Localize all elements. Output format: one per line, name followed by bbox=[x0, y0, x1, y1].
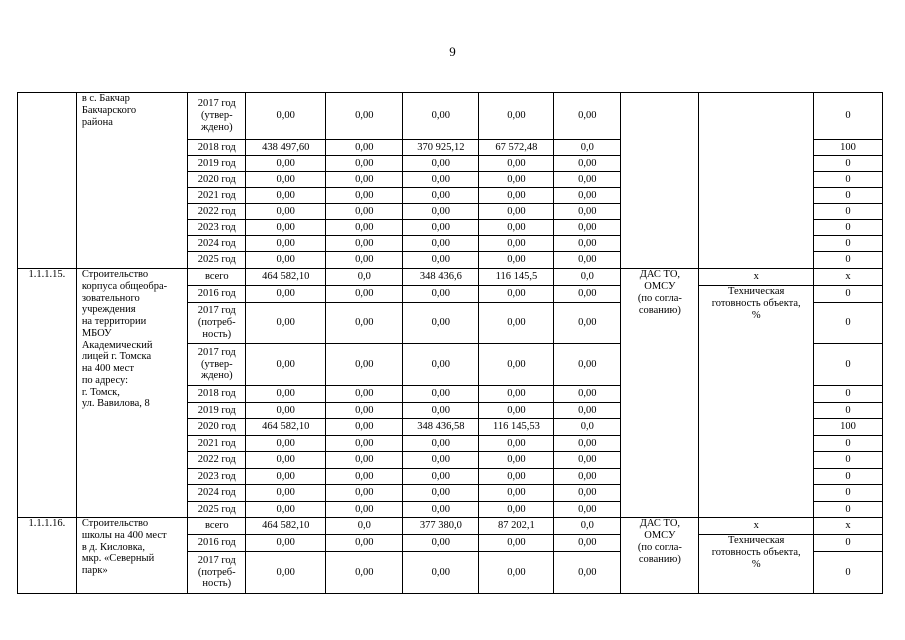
indicator-value-cell: 100 bbox=[813, 419, 882, 436]
amount-cell: 0,00 bbox=[326, 502, 403, 518]
year-cell: 2020 год bbox=[188, 419, 246, 436]
amount-cell: 0,00 bbox=[554, 303, 621, 344]
amount-cell: 0,00 bbox=[326, 188, 403, 204]
year-cell: 2019 год bbox=[188, 403, 246, 419]
indicator-value-cell: x bbox=[813, 269, 882, 286]
indicator-value-cell: 0 bbox=[813, 286, 882, 303]
amount-cell: 0,00 bbox=[403, 552, 479, 594]
amount-cell: 0,00 bbox=[246, 252, 326, 269]
amount-cell: 0,00 bbox=[246, 93, 326, 140]
year-cell: 2024 год bbox=[188, 485, 246, 502]
amount-cell: 0,00 bbox=[554, 220, 621, 236]
indicator-cell bbox=[699, 93, 814, 269]
indicator-value-cell: 0 bbox=[813, 93, 882, 140]
amount-cell: 0,00 bbox=[326, 220, 403, 236]
amount-cell: 0,00 bbox=[246, 344, 326, 386]
indicator-value-cell: x bbox=[813, 518, 882, 535]
year-cell: 2019 год bbox=[188, 156, 246, 172]
amount-cell: 0,00 bbox=[479, 469, 554, 485]
amount-cell: 0,00 bbox=[479, 204, 554, 220]
year-cell: 2024 год bbox=[188, 236, 246, 252]
indicator-target-cell: x bbox=[699, 518, 814, 535]
amount-cell: 0,00 bbox=[326, 485, 403, 502]
amount-cell: 0,00 bbox=[479, 485, 554, 502]
amount-cell: 0,0 bbox=[554, 269, 621, 286]
indicator-target-cell: x bbox=[699, 269, 814, 286]
indicator-value-cell: 0 bbox=[813, 204, 882, 220]
amount-cell: 0,00 bbox=[246, 452, 326, 469]
year-cell: 2021 год bbox=[188, 436, 246, 452]
amount-cell: 0,00 bbox=[479, 403, 554, 419]
amount-cell: 0,00 bbox=[326, 140, 403, 156]
amount-cell: 0,00 bbox=[554, 469, 621, 485]
amount-cell: 0,00 bbox=[403, 172, 479, 188]
indicator-value-cell: 0 bbox=[813, 303, 882, 344]
page-number: 9 bbox=[449, 44, 456, 59]
amount-cell: 0,00 bbox=[554, 436, 621, 452]
item-code: 1.1.1.15. bbox=[18, 269, 77, 518]
amount-cell: 0,00 bbox=[246, 535, 326, 552]
amount-cell: 0,00 bbox=[326, 386, 403, 403]
amount-cell: 0,00 bbox=[326, 344, 403, 386]
amount-cell: 464 582,10 bbox=[246, 518, 326, 535]
item-name: в с. Бакчар Бакчарского района bbox=[76, 93, 188, 269]
amount-cell: 0,00 bbox=[403, 236, 479, 252]
amount-cell: 0,00 bbox=[403, 188, 479, 204]
budget-table bbox=[17, 92, 883, 594]
indicator-value-cell: 0 bbox=[813, 386, 882, 403]
amount-cell: 116 145,5 bbox=[479, 269, 554, 286]
year-cell: 2025 год bbox=[188, 502, 246, 518]
amount-cell: 0,00 bbox=[479, 93, 554, 140]
year-cell: 2017 год (потреб- ность) bbox=[188, 552, 246, 594]
amount-cell: 0,00 bbox=[246, 236, 326, 252]
amount-cell: 0,00 bbox=[479, 188, 554, 204]
amount-cell: 0,00 bbox=[246, 286, 326, 303]
amount-cell: 0,00 bbox=[246, 220, 326, 236]
amount-cell: 0,00 bbox=[554, 535, 621, 552]
amount-cell: 464 582,10 bbox=[246, 269, 326, 286]
amount-cell: 0,00 bbox=[554, 452, 621, 469]
amount-cell: 0,00 bbox=[554, 286, 621, 303]
amount-cell: 0,00 bbox=[479, 236, 554, 252]
amount-cell: 0,00 bbox=[403, 535, 479, 552]
amount-cell: 0,0 bbox=[554, 419, 621, 436]
amount-cell: 0,00 bbox=[403, 436, 479, 452]
indicator-value-cell: 0 bbox=[813, 188, 882, 204]
amount-cell: 0,00 bbox=[479, 303, 554, 344]
year-cell: 2018 год bbox=[188, 140, 246, 156]
amount-cell: 0,00 bbox=[403, 204, 479, 220]
amount-cell: 0,00 bbox=[246, 485, 326, 502]
year-cell: всего bbox=[188, 269, 246, 286]
item-name: Строительство корпуса общеобра- зовательного учреждения на территории МБОУ Академический лицей г. Томска на 400 мест по адресу: г. Томск, ул. Вавилова, 8 bbox=[76, 269, 188, 518]
table-row bbox=[18, 269, 883, 286]
amount-cell: 0,00 bbox=[403, 156, 479, 172]
indicator-value-cell: 100 bbox=[813, 140, 882, 156]
year-cell: 2022 год bbox=[188, 452, 246, 469]
amount-cell: 0,00 bbox=[554, 344, 621, 386]
amount-cell: 0,00 bbox=[246, 403, 326, 419]
indicator-cell: Техническая готовность объекта, % bbox=[699, 535, 814, 594]
amount-cell: 0,00 bbox=[403, 502, 479, 518]
amount-cell: 0,00 bbox=[479, 172, 554, 188]
amount-cell: 0,00 bbox=[326, 469, 403, 485]
indicator-value-cell: 0 bbox=[813, 403, 882, 419]
year-cell: всего bbox=[188, 518, 246, 535]
year-cell: 2025 год bbox=[188, 252, 246, 269]
amount-cell: 0,00 bbox=[403, 93, 479, 140]
amount-cell: 0,00 bbox=[403, 403, 479, 419]
amount-cell: 438 497,60 bbox=[246, 140, 326, 156]
amount-cell: 0,00 bbox=[479, 386, 554, 403]
amount-cell: 0,00 bbox=[554, 252, 621, 269]
amount-cell: 0,00 bbox=[479, 552, 554, 594]
amount-cell: 0,00 bbox=[403, 344, 479, 386]
amount-cell: 0,00 bbox=[479, 252, 554, 269]
year-cell: 2023 год bbox=[188, 220, 246, 236]
executor-cell bbox=[621, 93, 699, 269]
executor-cell: ДАС ТО, ОМСУ (по согла- сованию) bbox=[621, 269, 699, 518]
amount-cell: 116 145,53 bbox=[479, 419, 554, 436]
indicator-value-cell: 0 bbox=[813, 172, 882, 188]
indicator-cell: Техническая готовность объекта, % bbox=[699, 286, 814, 518]
amount-cell: 0,00 bbox=[554, 403, 621, 419]
indicator-value-cell: 0 bbox=[813, 485, 882, 502]
indicator-value-cell: 0 bbox=[813, 236, 882, 252]
year-cell: 2023 год bbox=[188, 469, 246, 485]
amount-cell: 0,00 bbox=[403, 252, 479, 269]
item-name: Строительство школы на 400 мест в д. Кисловка, мкр. «Северный парк» bbox=[76, 518, 188, 594]
amount-cell: 87 202,1 bbox=[479, 518, 554, 535]
amount-cell: 0,0 bbox=[554, 518, 621, 535]
amount-cell: 0,00 bbox=[403, 469, 479, 485]
amount-cell: 0,00 bbox=[326, 419, 403, 436]
amount-cell: 348 436,6 bbox=[403, 269, 479, 286]
amount-cell: 0,00 bbox=[554, 552, 621, 594]
amount-cell: 0,00 bbox=[479, 436, 554, 452]
table-body bbox=[18, 93, 883, 594]
amount-cell: 0,00 bbox=[246, 204, 326, 220]
amount-cell: 464 582,10 bbox=[246, 419, 326, 436]
amount-cell: 0,0 bbox=[326, 518, 403, 535]
indicator-value-cell: 0 bbox=[813, 535, 882, 552]
indicator-value-cell: 0 bbox=[813, 469, 882, 485]
amount-cell: 0,00 bbox=[554, 236, 621, 252]
amount-cell: 0,00 bbox=[479, 156, 554, 172]
amount-cell: 0,00 bbox=[554, 386, 621, 403]
amount-cell: 0,00 bbox=[246, 156, 326, 172]
indicator-value-cell: 0 bbox=[813, 452, 882, 469]
amount-cell: 0,00 bbox=[326, 303, 403, 344]
year-cell: 2016 год bbox=[188, 286, 246, 303]
indicator-value-cell: 0 bbox=[813, 252, 882, 269]
amount-cell: 0,00 bbox=[326, 156, 403, 172]
item-code: 1.1.1.16. bbox=[18, 518, 77, 594]
amount-cell: 0,00 bbox=[326, 286, 403, 303]
amount-cell: 0,00 bbox=[479, 286, 554, 303]
indicator-value-cell: 0 bbox=[813, 156, 882, 172]
amount-cell: 0,00 bbox=[554, 188, 621, 204]
indicator-value-cell: 0 bbox=[813, 502, 882, 518]
amount-cell: 0,00 bbox=[479, 502, 554, 518]
indicator-value-cell: 0 bbox=[813, 436, 882, 452]
amount-cell: 0,00 bbox=[326, 403, 403, 419]
amount-cell: 0,00 bbox=[326, 172, 403, 188]
indicator-value-cell: 0 bbox=[813, 344, 882, 386]
amount-cell: 0,00 bbox=[246, 188, 326, 204]
amount-cell: 0,00 bbox=[326, 535, 403, 552]
amount-cell: 0,00 bbox=[246, 552, 326, 594]
amount-cell: 0,00 bbox=[479, 220, 554, 236]
amount-cell: 0,0 bbox=[326, 269, 403, 286]
amount-cell: 0,00 bbox=[246, 386, 326, 403]
amount-cell: 0,00 bbox=[554, 156, 621, 172]
amount-cell: 0,00 bbox=[479, 344, 554, 386]
amount-cell: 0,00 bbox=[554, 485, 621, 502]
year-cell: 2018 год bbox=[188, 386, 246, 403]
amount-cell: 0,00 bbox=[246, 303, 326, 344]
amount-cell: 0,00 bbox=[403, 452, 479, 469]
amount-cell: 0,00 bbox=[246, 172, 326, 188]
amount-cell: 0,00 bbox=[403, 220, 479, 236]
amount-cell: 0,00 bbox=[403, 303, 479, 344]
year-cell: 2017 год (потреб- ность) bbox=[188, 303, 246, 344]
amount-cell: 0,0 bbox=[554, 140, 621, 156]
table-row bbox=[18, 93, 883, 140]
year-cell: 2020 год bbox=[188, 172, 246, 188]
amount-cell: 0,00 bbox=[403, 286, 479, 303]
amount-cell: 67 572,48 bbox=[479, 140, 554, 156]
year-cell: 2017 год (утвер- ждено) bbox=[188, 344, 246, 386]
amount-cell: 0,00 bbox=[554, 93, 621, 140]
indicator-value-cell: 0 bbox=[813, 220, 882, 236]
item-code bbox=[18, 93, 77, 269]
amount-cell: 0,00 bbox=[554, 172, 621, 188]
amount-cell: 0,00 bbox=[479, 535, 554, 552]
amount-cell: 0,00 bbox=[246, 502, 326, 518]
amount-cell: 0,00 bbox=[403, 485, 479, 502]
amount-cell: 0,00 bbox=[403, 386, 479, 403]
amount-cell: 0,00 bbox=[246, 436, 326, 452]
amount-cell: 0,00 bbox=[326, 252, 403, 269]
amount-cell: 370 925,12 bbox=[403, 140, 479, 156]
amount-cell: 0,00 bbox=[326, 204, 403, 220]
amount-cell: 0,00 bbox=[479, 452, 554, 469]
indicator-value-cell: 0 bbox=[813, 552, 882, 594]
amount-cell: 0,00 bbox=[326, 452, 403, 469]
year-cell: 2017 год (утвер- ждено) bbox=[188, 93, 246, 140]
amount-cell: 0,00 bbox=[554, 502, 621, 518]
table-row bbox=[18, 518, 883, 535]
amount-cell: 0,00 bbox=[326, 236, 403, 252]
year-cell: 2016 год bbox=[188, 535, 246, 552]
year-cell: 2022 год bbox=[188, 204, 246, 220]
amount-cell: 348 436,58 bbox=[403, 419, 479, 436]
amount-cell: 0,00 bbox=[246, 469, 326, 485]
amount-cell: 0,00 bbox=[554, 204, 621, 220]
amount-cell: 0,00 bbox=[326, 93, 403, 140]
year-cell: 2021 год bbox=[188, 188, 246, 204]
amount-cell: 0,00 bbox=[326, 552, 403, 594]
amount-cell: 0,00 bbox=[326, 436, 403, 452]
executor-cell: ДАС ТО, ОМСУ (по согла- сованию) bbox=[621, 518, 699, 594]
amount-cell: 377 380,0 bbox=[403, 518, 479, 535]
